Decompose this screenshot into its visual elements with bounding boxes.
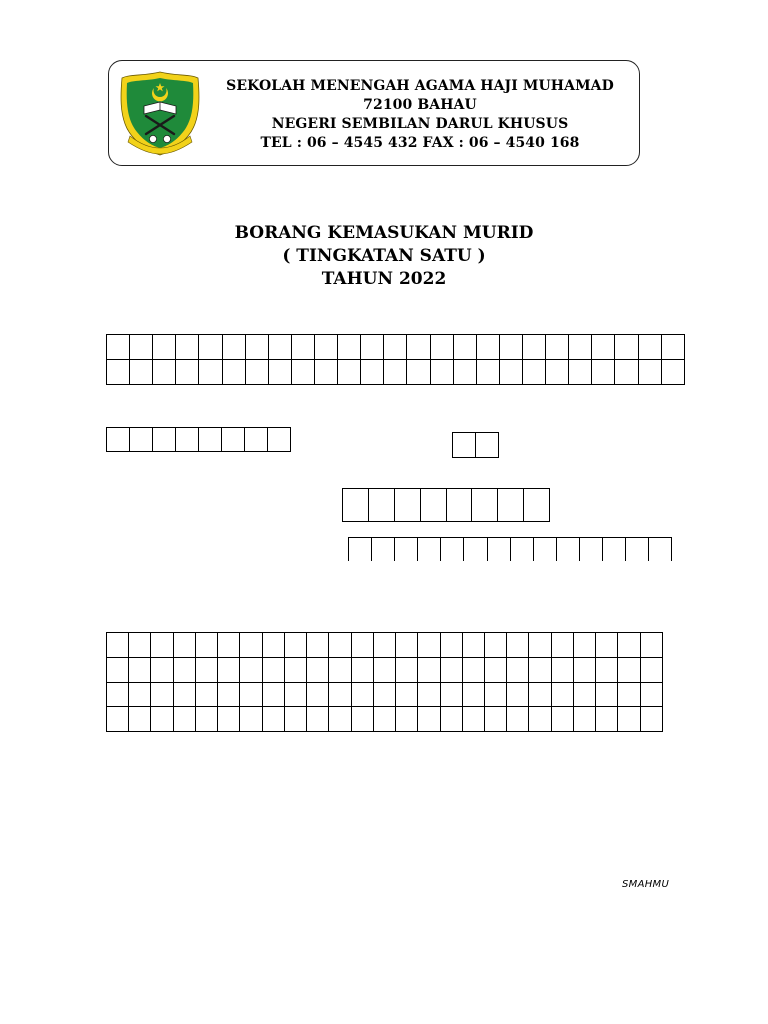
write-in-box[interactable] xyxy=(596,633,618,658)
write-in-box[interactable] xyxy=(284,657,306,682)
form-title-block xyxy=(0,222,768,291)
birth-date-boxes[interactable] xyxy=(106,427,291,452)
footer-school-tag: SMAHMU xyxy=(622,879,670,890)
write-in-box[interactable] xyxy=(199,428,222,452)
write-in-box[interactable] xyxy=(602,537,625,561)
write-in-box[interactable] xyxy=(453,360,476,385)
write-in-box[interactable] xyxy=(417,537,440,561)
write-in-box[interactable] xyxy=(573,657,595,682)
address-boxes[interactable] xyxy=(106,632,663,732)
write-in-box[interactable] xyxy=(338,335,361,360)
write-in-box[interactable] xyxy=(476,433,499,458)
write-in-box[interactable] xyxy=(218,657,240,682)
write-in-box[interactable] xyxy=(463,537,486,561)
write-in-box[interactable] xyxy=(446,489,472,522)
write-in-box[interactable] xyxy=(240,633,262,658)
write-in-box[interactable] xyxy=(440,682,462,707)
write-in-box[interactable] xyxy=(329,707,351,732)
write-in-box[interactable] xyxy=(499,360,522,385)
write-in-box[interactable] xyxy=(407,335,430,360)
write-in-box[interactable] xyxy=(384,360,407,385)
write-in-box[interactable] xyxy=(329,657,351,682)
id-number-boxes[interactable] xyxy=(342,488,550,522)
write-in-box[interactable] xyxy=(484,633,506,658)
write-in-box[interactable] xyxy=(107,428,130,452)
write-in-box[interactable] xyxy=(551,633,573,658)
box-row xyxy=(343,489,550,522)
write-in-box[interactable] xyxy=(476,360,499,385)
write-in-box[interactable] xyxy=(240,682,262,707)
write-in-box[interactable] xyxy=(222,428,245,452)
write-in-box[interactable] xyxy=(176,360,199,385)
write-in-box[interactable] xyxy=(173,707,195,732)
write-in-box[interactable] xyxy=(573,707,595,732)
write-in-box[interactable] xyxy=(453,335,476,360)
write-in-box[interactable] xyxy=(307,682,329,707)
write-in-box[interactable] xyxy=(107,682,129,707)
school-crest-logo xyxy=(118,70,202,156)
write-in-box[interactable] xyxy=(373,657,395,682)
write-in-box[interactable] xyxy=(510,537,533,561)
write-in-box[interactable] xyxy=(199,335,222,360)
write-in-box[interactable] xyxy=(546,360,569,385)
box-row xyxy=(107,657,663,682)
write-in-box[interactable] xyxy=(618,682,640,707)
write-in-box[interactable] xyxy=(592,360,615,385)
write-in-box[interactable] xyxy=(579,537,602,561)
write-in-box[interactable] xyxy=(262,682,284,707)
write-in-box[interactable] xyxy=(130,428,153,452)
write-in-box[interactable] xyxy=(307,657,329,682)
write-in-box[interactable] xyxy=(351,657,373,682)
write-in-box[interactable] xyxy=(476,335,499,360)
ic-number-boxes[interactable] xyxy=(348,537,672,561)
write-in-box[interactable] xyxy=(507,682,529,707)
write-in-box[interactable] xyxy=(329,682,351,707)
write-in-box[interactable] xyxy=(373,633,395,658)
write-in-box[interactable] xyxy=(462,633,484,658)
write-in-box[interactable] xyxy=(487,537,510,561)
write-in-box[interactable] xyxy=(284,707,306,732)
write-in-box[interactable] xyxy=(638,360,661,385)
box-row xyxy=(107,633,663,658)
write-in-box[interactable] xyxy=(338,360,361,385)
write-in-box[interactable] xyxy=(661,360,684,385)
write-in-box[interactable] xyxy=(524,489,550,522)
write-in-box[interactable] xyxy=(615,360,638,385)
write-in-box[interactable] xyxy=(507,657,529,682)
write-in-box[interactable] xyxy=(130,360,153,385)
write-in-box[interactable] xyxy=(440,537,463,561)
write-in-box[interactable] xyxy=(396,633,418,658)
write-in-box[interactable] xyxy=(569,360,592,385)
write-in-box[interactable] xyxy=(596,682,618,707)
write-in-box[interactable] xyxy=(373,682,395,707)
write-in-box[interactable] xyxy=(343,489,369,522)
write-in-box[interactable] xyxy=(218,682,240,707)
student-name-boxes[interactable] xyxy=(106,334,685,385)
write-in-box[interactable] xyxy=(151,682,173,707)
write-in-box[interactable] xyxy=(307,633,329,658)
write-in-box[interactable] xyxy=(529,707,551,732)
write-in-box[interactable] xyxy=(507,633,529,658)
write-in-box[interactable] xyxy=(396,707,418,732)
write-in-box[interactable] xyxy=(361,335,384,360)
write-in-box[interactable] xyxy=(394,489,420,522)
form-subtitle: ( TINGKATAN SATU ) xyxy=(282,246,486,266)
box-row xyxy=(107,360,685,385)
write-in-box[interactable] xyxy=(529,682,551,707)
school-name: SEKOLAH MENENGAH AGAMA HAJI MUHAMAD xyxy=(226,78,614,94)
box-row xyxy=(107,707,663,732)
write-in-box[interactable] xyxy=(151,707,173,732)
write-in-box[interactable] xyxy=(107,707,129,732)
write-in-box[interactable] xyxy=(551,707,573,732)
school-info xyxy=(200,77,640,153)
write-in-box[interactable] xyxy=(371,537,394,561)
write-in-box[interactable] xyxy=(361,360,384,385)
write-in-box[interactable] xyxy=(107,657,129,682)
write-in-box[interactable] xyxy=(529,633,551,658)
write-in-box[interactable] xyxy=(245,360,268,385)
write-in-box[interactable] xyxy=(430,360,453,385)
write-in-box[interactable] xyxy=(351,707,373,732)
write-in-box[interactable] xyxy=(291,335,314,360)
school-postcode-town: 72100 BAHAU xyxy=(363,97,477,113)
write-in-box[interactable] xyxy=(418,707,440,732)
write-in-box[interactable] xyxy=(556,537,579,561)
box-row xyxy=(107,428,291,452)
write-in-box[interactable] xyxy=(240,657,262,682)
write-in-box[interactable] xyxy=(522,335,545,360)
write-in-box[interactable] xyxy=(153,335,176,360)
write-in-box[interactable] xyxy=(153,428,176,452)
write-in-box[interactable] xyxy=(551,657,573,682)
box-row xyxy=(453,433,499,458)
form-year: TAHUN 2022 xyxy=(321,269,447,289)
write-in-box[interactable] xyxy=(329,633,351,658)
write-in-box[interactable] xyxy=(151,633,173,658)
box-row xyxy=(107,682,663,707)
write-in-box[interactable] xyxy=(462,657,484,682)
write-in-box[interactable] xyxy=(107,360,130,385)
write-in-box[interactable] xyxy=(129,633,151,658)
form-title: BORANG KEMASUKAN MURID xyxy=(234,223,534,243)
write-in-box[interactable] xyxy=(522,360,545,385)
write-in-box[interactable] xyxy=(291,360,314,385)
write-in-box[interactable] xyxy=(173,682,195,707)
write-in-box[interactable] xyxy=(440,633,462,658)
write-in-box[interactable] xyxy=(240,707,262,732)
write-in-box[interactable] xyxy=(472,489,498,522)
write-in-box[interactable] xyxy=(453,433,476,458)
write-in-box[interactable] xyxy=(484,657,506,682)
write-in-box[interactable] xyxy=(314,360,337,385)
write-in-box[interactable] xyxy=(596,657,618,682)
write-in-box[interactable] xyxy=(396,657,418,682)
write-in-box[interactable] xyxy=(573,633,595,658)
write-in-box[interactable] xyxy=(640,707,662,732)
write-in-box[interactable] xyxy=(130,335,153,360)
write-in-box[interactable] xyxy=(569,335,592,360)
write-in-box[interactable] xyxy=(418,682,440,707)
write-in-box[interactable] xyxy=(218,707,240,732)
write-in-box[interactable] xyxy=(640,633,662,658)
write-in-box[interactable] xyxy=(373,707,395,732)
write-in-box[interactable] xyxy=(440,657,462,682)
box-end-line xyxy=(671,537,672,561)
box-row xyxy=(107,335,685,360)
write-in-box[interactable] xyxy=(245,428,268,452)
write-in-box[interactable] xyxy=(533,537,556,561)
write-in-box[interactable] xyxy=(625,537,648,561)
write-in-box[interactable] xyxy=(596,707,618,732)
write-in-box[interactable] xyxy=(262,707,284,732)
write-in-box[interactable] xyxy=(129,657,151,682)
write-in-box[interactable] xyxy=(307,707,329,732)
write-in-box[interactable] xyxy=(151,657,173,682)
write-in-box[interactable] xyxy=(199,360,222,385)
write-in-box[interactable] xyxy=(314,335,337,360)
write-in-box[interactable] xyxy=(268,428,291,452)
write-in-box[interactable] xyxy=(640,682,662,707)
write-in-box[interactable] xyxy=(551,682,573,707)
write-in-box[interactable] xyxy=(499,335,522,360)
write-in-box[interactable] xyxy=(222,360,245,385)
write-in-box[interactable] xyxy=(573,682,595,707)
write-in-box[interactable] xyxy=(173,633,195,658)
write-in-box[interactable] xyxy=(348,537,371,561)
write-in-box[interactable] xyxy=(592,335,615,360)
write-in-box[interactable] xyxy=(396,682,418,707)
write-in-box[interactable] xyxy=(262,633,284,658)
write-in-box[interactable] xyxy=(195,657,217,682)
write-in-box[interactable] xyxy=(107,335,130,360)
write-in-box[interactable] xyxy=(351,633,373,658)
write-in-box[interactable] xyxy=(218,633,240,658)
write-in-box[interactable] xyxy=(430,335,453,360)
write-in-box[interactable] xyxy=(440,707,462,732)
write-in-box[interactable] xyxy=(222,335,245,360)
school-state: NEGERI SEMBILAN DARUL KHUSUS xyxy=(271,116,569,132)
school-contact: TEL : 06 – 4545 432 FAX : 06 – 4540 168 xyxy=(260,135,580,151)
write-in-box[interactable] xyxy=(546,335,569,360)
write-in-box[interactable] xyxy=(462,682,484,707)
write-in-box[interactable] xyxy=(268,335,291,360)
write-in-box[interactable] xyxy=(529,657,551,682)
write-in-box[interactable] xyxy=(368,489,394,522)
write-in-box[interactable] xyxy=(418,657,440,682)
write-in-box[interactable] xyxy=(615,335,638,360)
write-in-box[interactable] xyxy=(129,707,151,732)
write-in-box[interactable] xyxy=(418,633,440,658)
write-in-box[interactable] xyxy=(176,335,199,360)
write-in-box[interactable] xyxy=(153,360,176,385)
write-in-box[interactable] xyxy=(176,428,199,452)
write-in-box[interactable] xyxy=(498,489,524,522)
write-in-box[interactable] xyxy=(195,707,217,732)
write-in-box[interactable] xyxy=(245,335,268,360)
write-in-box[interactable] xyxy=(284,633,306,658)
write-in-box[interactable] xyxy=(618,707,640,732)
write-in-box[interactable] xyxy=(195,633,217,658)
write-in-box[interactable] xyxy=(262,657,284,682)
write-in-box[interactable] xyxy=(618,633,640,658)
write-in-box[interactable] xyxy=(507,707,529,732)
write-in-box[interactable] xyxy=(195,682,217,707)
write-in-box[interactable] xyxy=(484,682,506,707)
write-in-box[interactable] xyxy=(268,360,291,385)
write-in-box[interactable] xyxy=(618,657,640,682)
write-in-box[interactable] xyxy=(462,707,484,732)
write-in-box[interactable] xyxy=(420,489,446,522)
write-in-box[interactable] xyxy=(173,657,195,682)
write-in-box[interactable] xyxy=(351,682,373,707)
write-in-box[interactable] xyxy=(648,537,671,561)
write-in-box[interactable] xyxy=(129,682,151,707)
write-in-box[interactable] xyxy=(484,707,506,732)
write-in-box[interactable] xyxy=(407,360,430,385)
write-in-box[interactable] xyxy=(638,335,661,360)
age-boxes[interactable] xyxy=(452,432,499,458)
write-in-box[interactable] xyxy=(384,335,407,360)
write-in-box[interactable] xyxy=(107,633,129,658)
write-in-box[interactable] xyxy=(661,335,684,360)
write-in-box[interactable] xyxy=(640,657,662,682)
write-in-box[interactable] xyxy=(394,537,417,561)
write-in-box[interactable] xyxy=(284,682,306,707)
